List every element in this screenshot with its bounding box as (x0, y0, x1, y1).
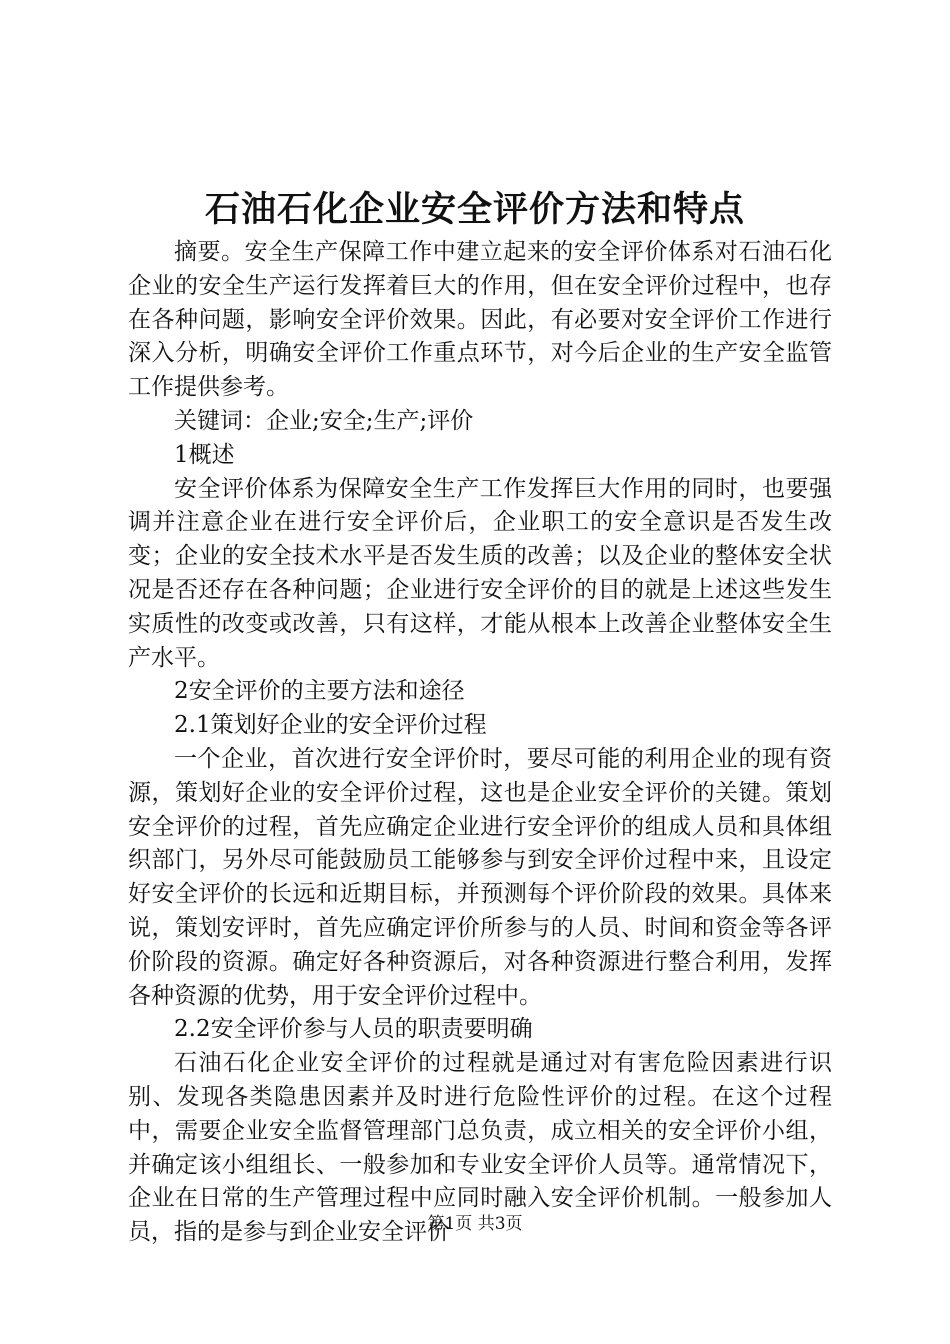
section-heading-1: 1概述 (174, 441, 235, 468)
page-title: 石油石化企业安全评价方法和特点 (204, 189, 745, 230)
abstract-paragraph: 摘要。安全生产保障工作中建立起来的安全评价体系对石油石化企业的安全生产运行发挥着巨大的作用，但在安全评价过程中，也存在各种问题，影响安全评价效果。因此，有必要对安全评价工作进行深入分析，明确安全评价工作重点环节，对今后企业的生产安全监管工作提供参考。 (128, 239, 832, 401)
section-paragraph-1: 安全评价体系为保障安全生产工作发挥巨大作用的同时，也要强调并注意企业在进行安全评价后，企业职工的安全意识是否发生改变；企业的安全技术水平是否发生质的改善；以及企业的整体安全状况是否还存在各种问题；企业进行安全评价的目的就是上述这些发生实质性的改变或改善，只有这样，才能从根本上改善企业整体安全生产水平。 (128, 475, 832, 671)
keywords-line: 关键词：企业;安全;生产;评价 (174, 407, 474, 434)
section-paragraph-2-1: 一个企业，首次进行安全评价时，要尽可能的利用企业的现有资源，策划好企业的安全评价过程，这也是企业安全评价的关键。策划安全评价的过程，首先应确定企业进行安全评价的组成人员和具体组织部门，另外尽可能鼓励员工能够参与到安全评价过程中来，且设定好安全评价的长远和近期目标，并预测每个评价阶段的效果。具体来说，策划安评时，首先应确定评价所参与的人员、时间和资金等各评价阶段的资源。确定好各种资源后，对各种资源进行整合利用，发挥各种资源的优势，用于安全评价过程中。 (128, 745, 832, 1009)
section-heading-2: 2安全评价的主要方法和途径 (174, 678, 465, 705)
section-paragraph-2-2: 石油石化企业安全评价的过程就是通过对有害危险因素进行识别、发现各类隐患因素并及时进行危险性评价的过程。在这个过程中，需要企业安全监督管理部门总负责，成立相关的安全评价小组，并确定该小组组长、一般参加和专业安全评价人员等。通常情况下，企业在日常的生产管理过程中应同时融入安全评价机制。一般参加人员，指的是参与到企业安全评价 (128, 1050, 832, 1246)
section-heading-2-1: 2.1策划好企业的安全评价过程 (174, 712, 487, 739)
document-body (128, 236, 832, 1250)
section-heading-2-2: 2.2安全评价参与人员的职责要明确 (174, 1016, 533, 1043)
page-footer: 第1页 共3页 (427, 1214, 523, 1234)
